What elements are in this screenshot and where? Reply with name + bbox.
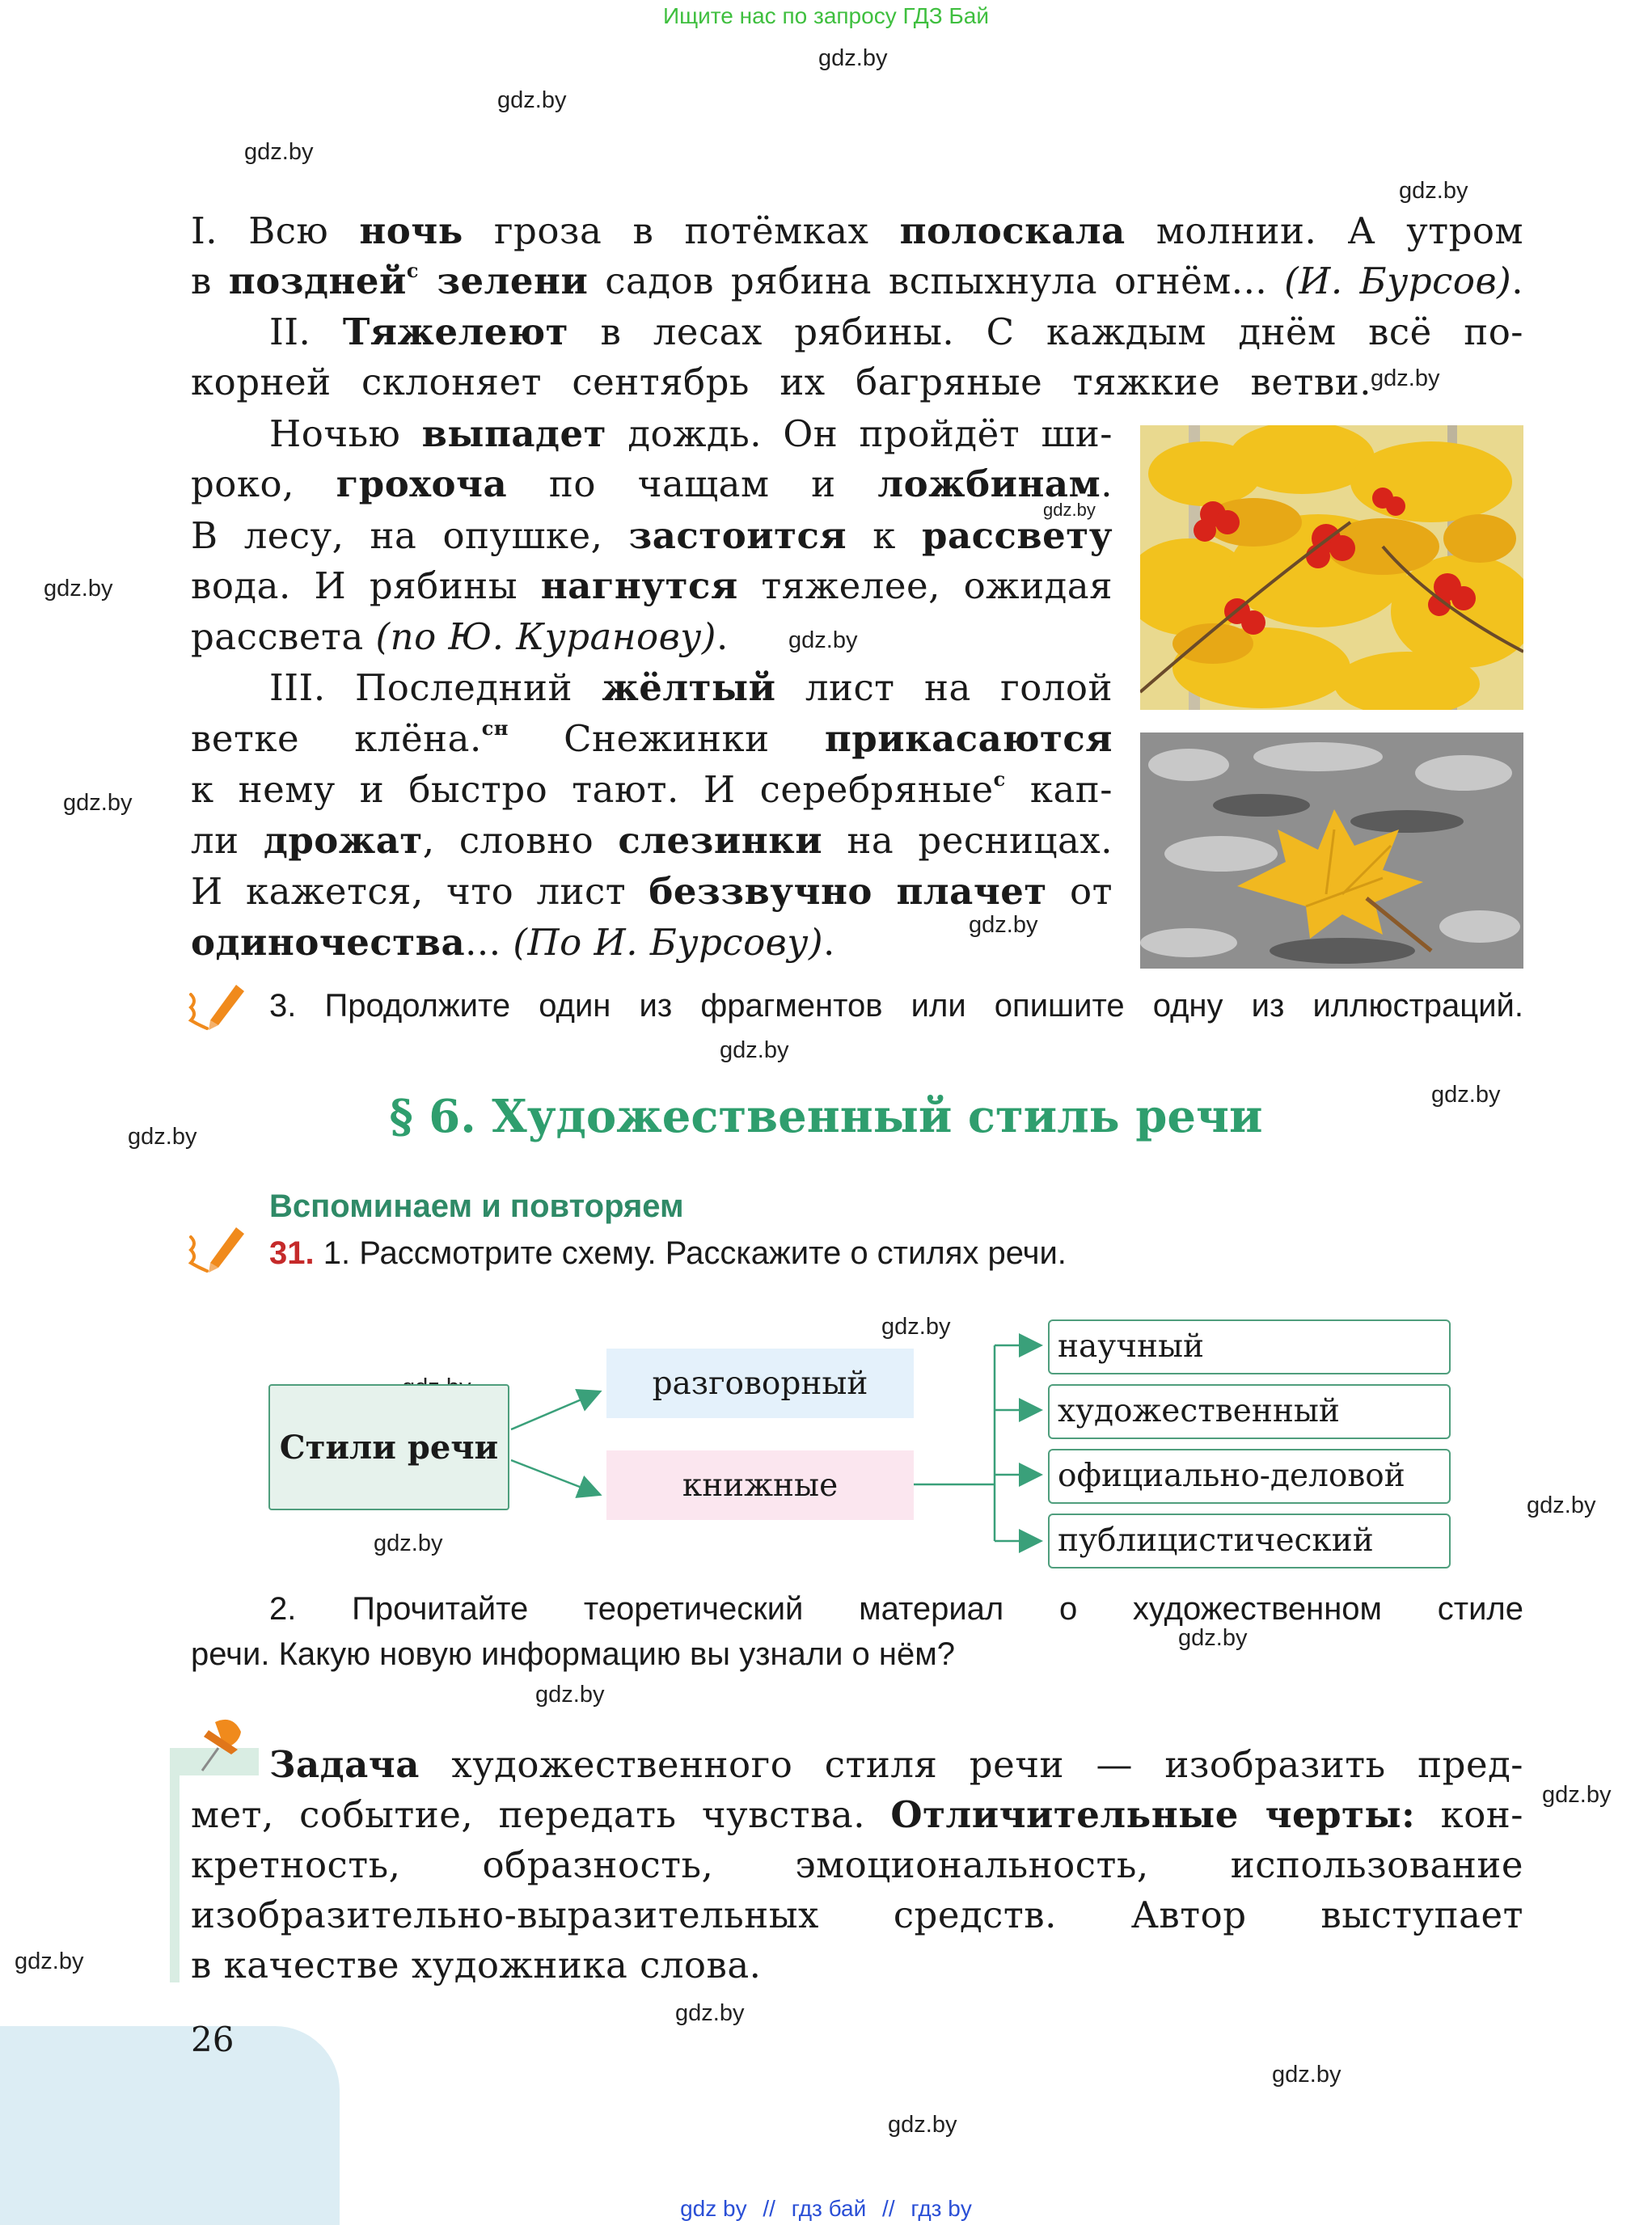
theory-line: мет, событие, передать чувства. Отличительные черты: кон- xyxy=(191,1793,1524,1836)
watermark: gdz.by xyxy=(1043,500,1096,520)
footer-link-gdz-bai[interactable]: гдз бай xyxy=(791,2196,867,2221)
text-line: III. Последний жёлтый лист на голой xyxy=(269,666,1113,709)
watermark: gdz.by xyxy=(720,1037,789,1063)
text-line: корней склоняет сентябрь их багряные тяжкие ветви. xyxy=(191,361,1371,403)
watermark: gdz.by xyxy=(128,1124,197,1150)
watermark: gdz.by xyxy=(881,1314,951,1340)
text-line: вода. И рябины нагнутся тяжелее, ожидая xyxy=(191,564,1113,607)
text-line: В лесу, на опушке, застоится к рассвету xyxy=(191,514,1113,557)
exercise-31: 31. 1. Рассмотрите схему. Расскажите о стилях речи. xyxy=(269,1235,1067,1271)
watermark: gdz.by xyxy=(497,87,567,113)
exercise-number: 31. xyxy=(269,1235,315,1271)
text-line: Ночью выпадет дождь. Он пройдёт ши- xyxy=(269,412,1113,455)
watermark: gdz.by xyxy=(818,45,888,71)
text-line: роко, грохоча по чащам и ложбинам. xyxy=(191,462,1113,505)
diagram-journalistic-box: публицистический xyxy=(1048,1514,1451,1568)
text-line: в поздней$^с$ зелени садов рябина вспыхнула огнём... (И. Бурсов). xyxy=(191,259,1524,302)
watermark: gdz.by xyxy=(244,139,314,165)
watermark: gdz.by xyxy=(1371,365,1440,391)
diagram-artistic-box: художественный xyxy=(1048,1384,1451,1439)
page-number: 26 xyxy=(191,2020,234,2059)
watermark: gdz.by xyxy=(675,2000,745,2026)
theory-line: в качестве художника слова. xyxy=(191,1944,762,1986)
footer-link-gdz-by-2[interactable]: гдз by xyxy=(911,2196,972,2221)
footer-separator: // xyxy=(882,2196,895,2221)
watermark: gdz.by xyxy=(1542,1782,1612,1808)
text-line: И кажется, что лист беззвучно плачет от xyxy=(191,870,1113,913)
pushpin-icon xyxy=(191,1714,256,1779)
theory-line: Задача художественного стиля речи — изобразить пред- xyxy=(269,1743,1523,1786)
text-line: I. Всю ночь гроза в потёмках полоскала молнии. А утром xyxy=(191,209,1524,252)
watermark: gdz.by xyxy=(1399,178,1468,204)
watermark: gdz.by xyxy=(1431,1082,1501,1108)
watermark: gdz.by xyxy=(1178,1625,1248,1651)
footer-links xyxy=(0,2196,1652,2222)
section-title: § 6. Художественный стиль речи xyxy=(389,1090,1263,1143)
subheading: Вспоминаем и повторяем xyxy=(269,1188,684,1224)
watermark: gdz.by xyxy=(1527,1492,1596,1518)
exercise-31-part-2: речи. Какую новую информацию вы узнали о нём? xyxy=(191,1636,955,1672)
theory-line: изобразительно-выразительных средств. Автор выступает xyxy=(191,1894,1523,1936)
text-line: рассвета (по Ю. Куранову). xyxy=(191,615,729,658)
task-3: 3. Продолжите один из фрагментов или опишите одну из иллюстраций. xyxy=(269,988,1523,1024)
watermark: gdz.by xyxy=(788,627,858,653)
diagram-colloquial-box: разговорный xyxy=(606,1349,914,1418)
watermark: gdz.by xyxy=(374,1530,443,1556)
watermark: gdz.by xyxy=(888,2112,957,2138)
text-line: к нему и быстро тают. И серебряные$^с$ кап- xyxy=(191,767,1113,811)
text-line: II. Тяжелеют в лесах рябины. С каждым днём всё по- xyxy=(269,310,1523,353)
watermark: gdz.by xyxy=(44,576,113,602)
diagram-root-box: Стили речи xyxy=(268,1384,509,1510)
theory-margin-bar xyxy=(170,1748,180,1982)
footer-link-gdz-by[interactable]: gdz by xyxy=(680,2196,747,2221)
watermark: gdz.by xyxy=(969,912,1038,938)
top-banner[interactable]: Ищите нас по запросу ГДЗ Бай xyxy=(662,3,990,28)
text-line: ветке клёна.$^{сн}$ Снежинки прикасаются xyxy=(191,716,1113,760)
text-line: ли дрожат, словно слезинки на ресницах. xyxy=(191,819,1113,862)
watermark: gdz.by xyxy=(535,1682,605,1708)
footer-separator: // xyxy=(763,2196,775,2221)
theory-line: кретность, образность, эмоциональность, использование xyxy=(191,1843,1523,1886)
text-line: одиночества... (По И. Бурсову). xyxy=(191,921,835,964)
diagram-bookish-box: книжные xyxy=(606,1450,914,1520)
diagram-scientific-box: научный xyxy=(1048,1319,1451,1374)
exercise-31-part-2: 2. Прочитайте теоретический материал о художественном стиле xyxy=(269,1591,1523,1627)
diagram-official-box: официально-деловой xyxy=(1048,1449,1451,1504)
watermark: gdz.by xyxy=(1272,2062,1341,2088)
watermark: gdz.by xyxy=(15,1948,84,1974)
watermark: gdz.by xyxy=(63,790,133,816)
